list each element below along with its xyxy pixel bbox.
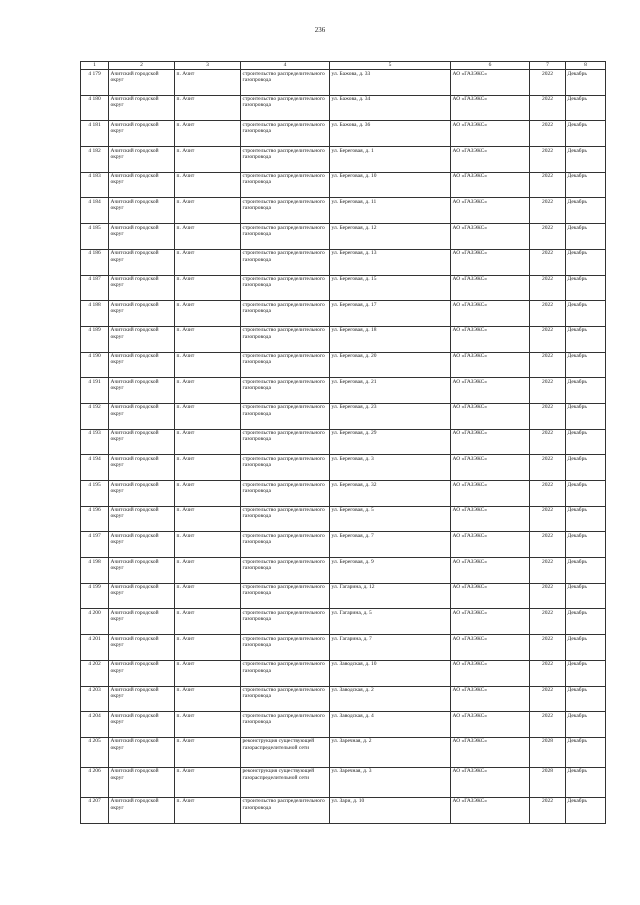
- page-number: 236: [314, 26, 326, 34]
- organization-cell: АО «ГАЗЭКС»: [451, 429, 530, 455]
- locality-cell: п. Ачит: [175, 249, 241, 275]
- row-number-cell: 4 182: [81, 147, 109, 173]
- work-type-cell: строительство распределительного газопровода: [241, 403, 330, 429]
- month-cell: Декабрь: [566, 737, 606, 767]
- district-cell: Ачитский городской округ: [109, 249, 175, 275]
- month-cell: Декабрь: [566, 275, 606, 301]
- address-cell: ул. Береговая, д. 17: [330, 301, 451, 327]
- row-number-cell: 4 207: [81, 797, 109, 823]
- organization-cell: АО «ГАЗЭКС»: [451, 506, 530, 532]
- month-cell: Декабрь: [566, 797, 606, 823]
- table-row: [81, 249, 606, 275]
- table-body: [81, 70, 606, 824]
- work-type-cell: реконструкция существующей газораспределительной сети: [241, 767, 330, 797]
- organization-cell: АО «ГАЗЭКС»: [451, 301, 530, 327]
- row-number-cell: 4 191: [81, 378, 109, 404]
- district-cell: Ачитский городской округ: [109, 378, 175, 404]
- month-cell: Декабрь: [566, 532, 606, 558]
- address-cell: ул. Зари, д. 10: [330, 797, 451, 823]
- year-cell: 2022: [530, 558, 566, 584]
- row-number-cell: 4 186: [81, 249, 109, 275]
- row-number-cell: 4 183: [81, 172, 109, 198]
- year-cell: 2022: [530, 70, 566, 96]
- year-cell: 2022: [530, 660, 566, 686]
- locality-cell: п. Ачит: [175, 609, 241, 635]
- row-number-cell: 4 190: [81, 352, 109, 378]
- table-row: [81, 224, 606, 250]
- table-row: [81, 455, 606, 481]
- work-type-cell: строительство распределительного газопровода: [241, 429, 330, 455]
- organization-cell: АО «ГАЗЭКС»: [451, 95, 530, 121]
- district-cell: Ачитский городской округ: [109, 712, 175, 738]
- month-cell: Декабрь: [566, 660, 606, 686]
- row-number-cell: 4 180: [81, 95, 109, 121]
- district-cell: Ачитский городской округ: [109, 70, 175, 96]
- work-type-cell: строительство распределительного газопровода: [241, 352, 330, 378]
- year-cell: 2022: [530, 712, 566, 738]
- district-cell: Ачитский городской округ: [109, 121, 175, 147]
- district-cell: Ачитский городской округ: [109, 172, 175, 198]
- address-cell: ул. Береговая, д. 7: [330, 532, 451, 558]
- work-type-cell: строительство распределительного газопровода: [241, 147, 330, 173]
- work-type-cell: строительство распределительного газопровода: [241, 532, 330, 558]
- work-type-cell: строительство распределительного газопровода: [241, 172, 330, 198]
- work-type-cell: реконструкция существующей газораспределительной сети: [241, 737, 330, 767]
- district-cell: Ачитский городской округ: [109, 147, 175, 173]
- organization-cell: АО «ГАЗЭКС»: [451, 532, 530, 558]
- address-cell: ул. Береговая, д. 15: [330, 275, 451, 301]
- row-number-cell: 4 181: [81, 121, 109, 147]
- district-cell: Ачитский городской округ: [109, 609, 175, 635]
- district-cell: Ачитский городской округ: [109, 224, 175, 250]
- month-cell: Декабрь: [566, 583, 606, 609]
- row-number-cell: 4 204: [81, 712, 109, 738]
- month-cell: Декабрь: [566, 172, 606, 198]
- year-cell: 2022: [530, 275, 566, 301]
- work-type-cell: строительство распределительного газопровода: [241, 275, 330, 301]
- row-number-cell: 4 201: [81, 635, 109, 661]
- month-cell: Декабрь: [566, 249, 606, 275]
- district-cell: Ачитский городской округ: [109, 301, 175, 327]
- organization-cell: АО «ГАЗЭКС»: [451, 70, 530, 96]
- row-number-cell: 4 206: [81, 767, 109, 797]
- month-cell: Декабрь: [566, 352, 606, 378]
- address-cell: ул. Заводская, д. 4: [330, 712, 451, 738]
- locality-cell: п. Ачит: [175, 737, 241, 767]
- table-row: [81, 506, 606, 532]
- year-cell: 2022: [530, 249, 566, 275]
- row-number-cell: 4 194: [81, 455, 109, 481]
- work-type-cell: строительство распределительного газопровода: [241, 686, 330, 712]
- year-cell: 2022: [530, 326, 566, 352]
- month-cell: Декабрь: [566, 455, 606, 481]
- month-cell: Декабрь: [566, 506, 606, 532]
- month-cell: Декабрь: [566, 767, 606, 797]
- table-row: [81, 275, 606, 301]
- district-cell: Ачитский городской округ: [109, 352, 175, 378]
- year-cell: 2022: [530, 455, 566, 481]
- row-number-cell: 4 187: [81, 275, 109, 301]
- address-cell: ул. Береговая, д. 11: [330, 198, 451, 224]
- locality-cell: п. Ачит: [175, 224, 241, 250]
- organization-cell: АО «ГАЗЭКС»: [451, 198, 530, 224]
- work-type-cell: строительство распределительного газопровода: [241, 609, 330, 635]
- organization-cell: АО «ГАЗЭКС»: [451, 147, 530, 173]
- year-cell: 2022: [530, 301, 566, 327]
- address-cell: ул. Береговая, д. 32: [330, 481, 451, 507]
- table-row: [81, 686, 606, 712]
- year-cell: 2022: [530, 378, 566, 404]
- district-cell: Ачитский городской округ: [109, 455, 175, 481]
- district-cell: Ачитский городской округ: [109, 326, 175, 352]
- year-cell: 2022: [530, 506, 566, 532]
- row-number-cell: 4 179: [81, 70, 109, 96]
- organization-cell: АО «ГАЗЭКС»: [451, 455, 530, 481]
- row-number-cell: 4 198: [81, 558, 109, 584]
- row-number-cell: 4 185: [81, 224, 109, 250]
- locality-cell: п. Ачит: [175, 403, 241, 429]
- locality-cell: п. Ачит: [175, 147, 241, 173]
- district-cell: Ачитский городской округ: [109, 95, 175, 121]
- work-type-cell: строительство распределительного газопровода: [241, 121, 330, 147]
- organization-cell: АО «ГАЗЭКС»: [451, 481, 530, 507]
- year-cell: 2022: [530, 95, 566, 121]
- organization-cell: АО «ГАЗЭКС»: [451, 403, 530, 429]
- table-row: [81, 737, 606, 767]
- year-cell: 2028: [530, 767, 566, 797]
- address-cell: ул. Заводская, д. 10: [330, 660, 451, 686]
- organization-cell: АО «ГАЗЭКС»: [451, 660, 530, 686]
- locality-cell: п. Ачит: [175, 429, 241, 455]
- address-cell: ул. Береговая, д. 23: [330, 403, 451, 429]
- column-header: 3: [175, 62, 241, 70]
- month-cell: Декабрь: [566, 635, 606, 661]
- locality-cell: п. Ачит: [175, 532, 241, 558]
- year-cell: 2022: [530, 635, 566, 661]
- work-type-cell: строительство распределительного газопровода: [241, 198, 330, 224]
- district-cell: Ачитский городской округ: [109, 660, 175, 686]
- address-cell: ул. Береговая, д. 10: [330, 172, 451, 198]
- year-cell: 2022: [530, 352, 566, 378]
- table-row: [81, 301, 606, 327]
- locality-cell: п. Ачит: [175, 797, 241, 823]
- month-cell: Декабрь: [566, 121, 606, 147]
- organization-cell: АО «ГАЗЭКС»: [451, 352, 530, 378]
- month-cell: Декабрь: [566, 224, 606, 250]
- address-cell: ул. Бажова, д. 36: [330, 121, 451, 147]
- locality-cell: п. Ачит: [175, 121, 241, 147]
- year-cell: 2022: [530, 797, 566, 823]
- table-row: [81, 403, 606, 429]
- district-cell: Ачитский городской округ: [109, 403, 175, 429]
- work-type-cell: строительство распределительного газопровода: [241, 583, 330, 609]
- organization-cell: АО «ГАЗЭКС»: [451, 378, 530, 404]
- row-number-cell: 4 192: [81, 403, 109, 429]
- locality-cell: п. Ачит: [175, 583, 241, 609]
- row-number-cell: 4 189: [81, 326, 109, 352]
- district-cell: Ачитский городской округ: [109, 481, 175, 507]
- district-cell: Ачитский городской округ: [109, 198, 175, 224]
- work-type-cell: строительство распределительного газопровода: [241, 224, 330, 250]
- row-number-cell: 4 195: [81, 481, 109, 507]
- locality-cell: п. Ачит: [175, 275, 241, 301]
- address-cell: ул. Береговая, д. 13: [330, 249, 451, 275]
- table-row: [81, 326, 606, 352]
- locality-cell: п. Ачит: [175, 326, 241, 352]
- work-type-cell: строительство распределительного газопровода: [241, 326, 330, 352]
- address-cell: ул. Заречная, д. 2: [330, 737, 451, 767]
- organization-cell: АО «ГАЗЭКС»: [451, 737, 530, 767]
- locality-cell: п. Ачит: [175, 712, 241, 738]
- district-cell: Ачитский городской округ: [109, 532, 175, 558]
- work-type-cell: строительство распределительного газопровода: [241, 481, 330, 507]
- work-type-cell: строительство распределительного газопровода: [241, 635, 330, 661]
- table-row: [81, 797, 606, 823]
- district-cell: Ачитский городской округ: [109, 767, 175, 797]
- locality-cell: п. Ачит: [175, 172, 241, 198]
- locality-cell: п. Ачит: [175, 95, 241, 121]
- table-row: [81, 712, 606, 738]
- district-cell: Ачитский городской округ: [109, 275, 175, 301]
- year-cell: 2028: [530, 737, 566, 767]
- address-cell: ул. Береговая, д. 20: [330, 352, 451, 378]
- organization-cell: АО «ГАЗЭКС»: [451, 583, 530, 609]
- organization-cell: АО «ГАЗЭКС»: [451, 686, 530, 712]
- table-row: [81, 609, 606, 635]
- column-header: 5: [330, 62, 451, 70]
- organization-cell: АО «ГАЗЭКС»: [451, 249, 530, 275]
- month-cell: Декабрь: [566, 95, 606, 121]
- table-row: [81, 481, 606, 507]
- locality-cell: п. Ачит: [175, 686, 241, 712]
- registry-table: [80, 61, 606, 824]
- table-row: [81, 95, 606, 121]
- row-number-cell: 4 197: [81, 532, 109, 558]
- row-number-cell: 4 203: [81, 686, 109, 712]
- locality-cell: п. Ачит: [175, 70, 241, 96]
- month-cell: Декабрь: [566, 378, 606, 404]
- year-cell: 2022: [530, 224, 566, 250]
- district-cell: Ачитский городской округ: [109, 686, 175, 712]
- month-cell: Декабрь: [566, 712, 606, 738]
- organization-cell: АО «ГАЗЭКС»: [451, 224, 530, 250]
- district-cell: Ачитский городской округ: [109, 583, 175, 609]
- row-number-cell: 4 200: [81, 609, 109, 635]
- year-cell: 2022: [530, 121, 566, 147]
- table-row: [81, 767, 606, 797]
- year-cell: 2022: [530, 583, 566, 609]
- year-cell: 2022: [530, 147, 566, 173]
- work-type-cell: строительство распределительного газопровода: [241, 249, 330, 275]
- row-number-cell: 4 193: [81, 429, 109, 455]
- month-cell: Декабрь: [566, 70, 606, 96]
- month-cell: Декабрь: [566, 481, 606, 507]
- year-cell: 2022: [530, 532, 566, 558]
- table-row: [81, 660, 606, 686]
- locality-cell: п. Ачит: [175, 455, 241, 481]
- work-type-cell: строительство распределительного газопровода: [241, 70, 330, 96]
- row-number-cell: 4 196: [81, 506, 109, 532]
- table-row: [81, 558, 606, 584]
- year-cell: 2022: [530, 686, 566, 712]
- locality-cell: п. Ачит: [175, 352, 241, 378]
- address-cell: ул. Береговая, д. 21: [330, 378, 451, 404]
- organization-cell: АО «ГАЗЭКС»: [451, 797, 530, 823]
- table-row: [81, 352, 606, 378]
- organization-cell: АО «ГАЗЭКС»: [451, 712, 530, 738]
- row-number-cell: 4 188: [81, 301, 109, 327]
- column-header: 2: [109, 62, 175, 70]
- address-cell: ул. Береговая, д. 9: [330, 558, 451, 584]
- work-type-cell: строительство распределительного газопровода: [241, 558, 330, 584]
- table-row: [81, 429, 606, 455]
- address-cell: ул. Береговая, д. 1: [330, 147, 451, 173]
- address-cell: ул. Береговая, д. 29: [330, 429, 451, 455]
- month-cell: Декабрь: [566, 198, 606, 224]
- column-header: 8: [566, 62, 606, 70]
- organization-cell: АО «ГАЗЭКС»: [451, 609, 530, 635]
- address-cell: ул. Береговая, д. 3: [330, 455, 451, 481]
- year-cell: 2022: [530, 429, 566, 455]
- column-header: 4: [241, 62, 330, 70]
- address-cell: ул. Заводская, д. 2: [330, 686, 451, 712]
- work-type-cell: строительство распределительного газопровода: [241, 506, 330, 532]
- locality-cell: п. Ачит: [175, 635, 241, 661]
- work-type-cell: строительство распределительного газопровода: [241, 301, 330, 327]
- year-cell: 2022: [530, 481, 566, 507]
- work-type-cell: строительство распределительного газопровода: [241, 378, 330, 404]
- column-header: 1: [81, 62, 109, 70]
- district-cell: Ачитский городской округ: [109, 558, 175, 584]
- locality-cell: п. Ачит: [175, 301, 241, 327]
- organization-cell: АО «ГАЗЭКС»: [451, 121, 530, 147]
- month-cell: Декабрь: [566, 301, 606, 327]
- organization-cell: АО «ГАЗЭКС»: [451, 767, 530, 797]
- district-cell: Ачитский городской округ: [109, 635, 175, 661]
- locality-cell: п. Ачит: [175, 660, 241, 686]
- work-type-cell: строительство распределительного газопровода: [241, 797, 330, 823]
- month-cell: Декабрь: [566, 429, 606, 455]
- month-cell: Декабрь: [566, 686, 606, 712]
- year-cell: 2022: [530, 403, 566, 429]
- address-cell: ул. Гагарина, д. 5: [330, 609, 451, 635]
- year-cell: 2022: [530, 198, 566, 224]
- address-cell: ул. Береговая, д. 5: [330, 506, 451, 532]
- table-row: [81, 198, 606, 224]
- year-cell: 2022: [530, 172, 566, 198]
- address-cell: ул. Береговая, д. 12: [330, 224, 451, 250]
- district-cell: Ачитский городской округ: [109, 797, 175, 823]
- locality-cell: п. Ачит: [175, 378, 241, 404]
- table-row: [81, 635, 606, 661]
- table-row: [81, 121, 606, 147]
- address-cell: ул. Бажова, д. 34: [330, 95, 451, 121]
- month-cell: Декабрь: [566, 147, 606, 173]
- table-row: [81, 378, 606, 404]
- locality-cell: п. Ачит: [175, 506, 241, 532]
- table-row: [81, 583, 606, 609]
- address-cell: ул. Бажова, д. 33: [330, 70, 451, 96]
- month-cell: Декабрь: [566, 558, 606, 584]
- address-cell: ул. Береговая, д. 18: [330, 326, 451, 352]
- year-cell: 2022: [530, 609, 566, 635]
- month-cell: Декабрь: [566, 403, 606, 429]
- column-header: 6: [451, 62, 530, 70]
- column-header: 7: [530, 62, 566, 70]
- month-cell: Декабрь: [566, 326, 606, 352]
- work-type-cell: строительство распределительного газопровода: [241, 455, 330, 481]
- organization-cell: АО «ГАЗЭКС»: [451, 326, 530, 352]
- district-cell: Ачитский городской округ: [109, 506, 175, 532]
- work-type-cell: строительство распределительного газопровода: [241, 660, 330, 686]
- organization-cell: АО «ГАЗЭКС»: [451, 558, 530, 584]
- row-number-cell: 4 205: [81, 737, 109, 767]
- district-cell: Ачитский городской округ: [109, 737, 175, 767]
- district-cell: Ачитский городской округ: [109, 429, 175, 455]
- work-type-cell: строительство распределительного газопровода: [241, 712, 330, 738]
- locality-cell: п. Ачит: [175, 198, 241, 224]
- table-row: [81, 147, 606, 173]
- address-cell: ул. Гагарина, д. 7: [330, 635, 451, 661]
- address-cell: ул. Заречная, д. 3: [330, 767, 451, 797]
- locality-cell: п. Ачит: [175, 558, 241, 584]
- row-number-cell: 4 199: [81, 583, 109, 609]
- organization-cell: АО «ГАЗЭКС»: [451, 172, 530, 198]
- organization-cell: АО «ГАЗЭКС»: [451, 275, 530, 301]
- row-number-cell: 4 202: [81, 660, 109, 686]
- month-cell: Декабрь: [566, 609, 606, 635]
- column-number-row: [81, 62, 606, 70]
- address-cell: ул. Гагарина, д. 12: [330, 583, 451, 609]
- work-type-cell: строительство распределительного газопровода: [241, 95, 330, 121]
- organization-cell: АО «ГАЗЭКС»: [451, 635, 530, 661]
- table-row: [81, 172, 606, 198]
- table-row: [81, 532, 606, 558]
- table-row: [81, 70, 606, 96]
- locality-cell: п. Ачит: [175, 767, 241, 797]
- locality-cell: п. Ачит: [175, 481, 241, 507]
- row-number-cell: 4 184: [81, 198, 109, 224]
